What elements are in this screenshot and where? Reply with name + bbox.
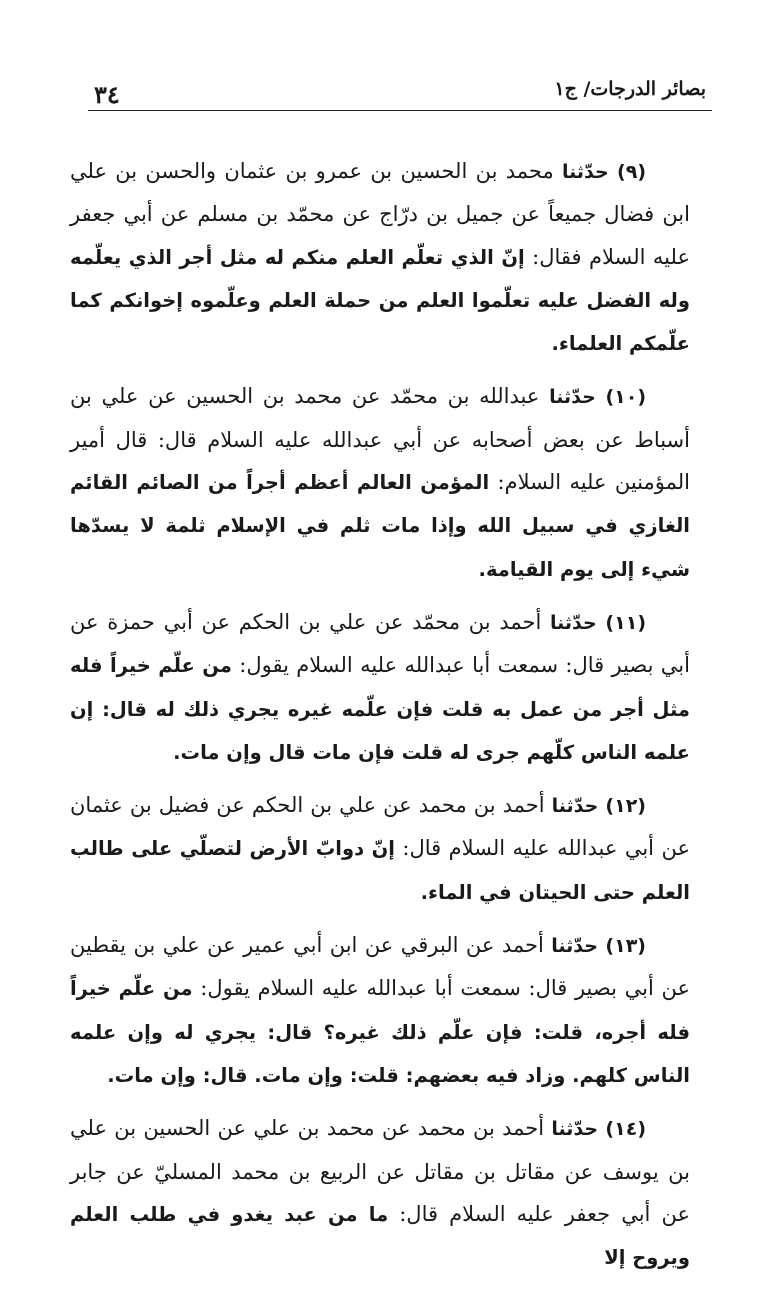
hadith-number: (١٣) [605, 935, 646, 958]
hadith-lead: حدّثنا [562, 161, 609, 183]
hadith-lead: حدّثنا [550, 611, 597, 634]
hadith-number: (١٢) [605, 795, 646, 818]
hadith-chain: عبدالله بن محمّد عن محمد بن الحسين عن علي بن أسباط عن بعض أصحابه عن أبي عبدالله عليه السلام قال: قال أمير المؤمنين عليه السلام: [70, 384, 690, 495]
hadith-quote: من علّم خيراً فله أجره، قلت: فإن علّم ذلك غيره؟ قال: يجري له وإن علمه الناس كلهم. وزاد فيه بعضهم: قلت: وإن مات. قال: وإن مات. [70, 977, 690, 1087]
hadith-paragraph-9 [70, 150, 690, 365]
page-body [70, 150, 690, 1289]
hadith-quote: المؤمن العالم أعظم أجراً من الصائم القائم الغازي في سبيل الله وإذا مات ثلم في الإسلام ثلمة لا يسدّها شيء إلى يوم القيامة. [70, 471, 690, 581]
header-rule [88, 110, 712, 111]
page-header [88, 70, 712, 114]
hadith-number: (١٤) [605, 1118, 646, 1141]
hadith-chain: أحمد عن البرقي عن ابن أبي عمير عن علي بن يقطين عن أبي بصير قال: سمعت أبا عبدالله عليه السلام يقول: [70, 933, 690, 1001]
hadith-number: (٩) [617, 161, 646, 183]
hadith-number: (١٠) [605, 386, 647, 409]
hadith-paragraph-14 [70, 1107, 690, 1279]
hadith-quote: إنّ الذي تعلّم العلم منكم له مثل أجر الذي يعلّمه وله الفضل عليه تعلّموا العلم من حملة العلم وعلّموه إخوانكم كما علّمكم العلماء. [70, 245, 690, 356]
running-title: بصائر الدرجات/ ج١ [554, 78, 706, 100]
hadith-lead: حدّثنا [549, 386, 596, 409]
hadith-chain: أحمد بن محمد عن علي بن الحكم عن فضيل بن عثمان عن أبي عبدالله عليه السلام قال: [70, 793, 690, 861]
hadith-lead: حدّثنا [551, 1118, 599, 1141]
hadith-quote: من علّم خيراً فله مثل أجر من عمل به قلت فإن علّمه غيره يجري ذلك له قال: إن علمه الناس كلّهم جرى له قلت فإن مات قال وإن مات. [70, 654, 690, 764]
hadith-paragraph-13 [70, 924, 690, 1097]
hadith-paragraph-10 [70, 375, 690, 590]
hadith-chain: أحمد بن محمد عن محمد بن علي عن الحسين بن علي بن يوسف عن مقاتل بن مقاتل عن الربيع بن محمد المسليّ عن جابر عن أبي جعفر عليه السلام قال: [70, 1116, 690, 1226]
page-number: ٣٤ [94, 80, 120, 109]
hadith-paragraph-11 [70, 601, 690, 774]
hadith-number: (١١) [605, 611, 646, 634]
hadith-lead: حدّثنا [551, 795, 599, 818]
hadith-chain: محمد بن الحسين بن عمرو بن عثمان والحسن بن علي ابن فضال جميعاً عن جميل بن درّاج عن محمّد بن مسلم عن أبي جعفر عليه السلام فقال: [70, 159, 690, 269]
hadith-quote: إنّ دوابّ الأرض لتصلّي على طالب العلم حتى الحيتان في الماء. [70, 837, 690, 904]
hadith-paragraph-12 [70, 784, 690, 914]
hadith-chain: أحمد بن محمّد عن علي بن الحكم عن أبي حمزة عن أبي بصير قال: سمعت أبا عبدالله عليه السلام يقول: [70, 609, 690, 678]
hadith-lead: حدّثنا [551, 935, 598, 958]
hadith-quote: ما من عبد يغدو في طلب العلم ويروح إلا [70, 1202, 690, 1270]
